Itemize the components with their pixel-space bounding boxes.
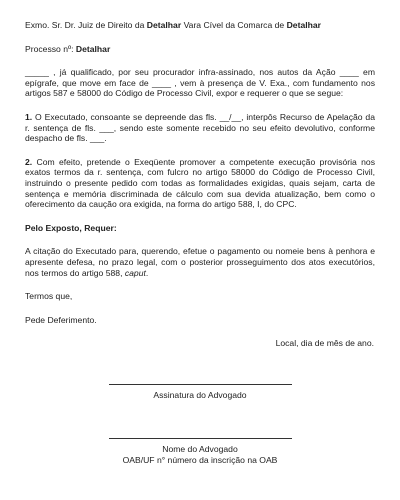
process-value: Detalhar bbox=[75, 43, 111, 54]
process-label: Processo nº: bbox=[25, 43, 76, 54]
paragraph-2-text: Com efeito, pretende o Exeqüente promover a competente execução provisória nos exatos termos da r. sentença, com fulcro no artigo 58000 do Código de Processo Civil, instruindo o presente pedido com todas as formalidades exigidas, quais sejam, carta de sentença e memória discriminada de cálculo com sua devida atualização, bem como o oferecimento da caução ora exigida, na forma do artigo 588, I, do CPC. bbox=[25, 156, 375, 210]
addressee-text-2: Vara Cível da Comarca de bbox=[181, 20, 287, 30]
paragraph-2 bbox=[25, 157, 375, 210]
paragraph-1-text: O Executado, consoante se depreende das fls. __/__, interpôs Recurso de Apelação da r. sentença de fls. ___, sendo este somente recebido no seu efeito devolutivo, conforme despacho de fls. ___. bbox=[25, 111, 375, 144]
addressee-line bbox=[25, 20, 375, 31]
citation-paragraph bbox=[25, 246, 375, 278]
signature-block-2 bbox=[0, 438, 400, 465]
closing-pede: Pede Deferimento. bbox=[25, 314, 97, 325]
local-date: Local, dia de mês de ano. bbox=[275, 338, 374, 349]
signature-line-2 bbox=[109, 438, 292, 439]
citation-end: . bbox=[145, 267, 149, 278]
signature-line-1 bbox=[109, 384, 292, 385]
signature-block-1 bbox=[0, 384, 400, 401]
vara-placeholder: Detalhar bbox=[146, 20, 182, 30]
section-title-text: Pelo Exposto, Requer: bbox=[25, 222, 117, 233]
lawyer-oab: OAB/UF n° número da inscrição na OAB bbox=[122, 454, 278, 465]
lawyer-name: Nome do Advogado bbox=[162, 444, 238, 454]
signature-label: Assinatura do Advogado bbox=[153, 390, 247, 400]
comarca-placeholder: Detalhar bbox=[286, 20, 321, 30]
closing-termos: Termos que, bbox=[25, 291, 73, 302]
section-title bbox=[25, 223, 375, 234]
citation-italic: caput bbox=[124, 267, 146, 278]
paragraph-2-number: 2. bbox=[25, 156, 33, 167]
citation-text: A citação do Executado para, querendo, efetue o pagamento ou nomeie bens à penhora e apresente defesa, no prazo legal, com o posterior prosseguimento dos atos executórios, nos termos do artigo 588, bbox=[25, 246, 375, 278]
intro-paragraph: _____ , já qualificado, por seu procurador infra-assinado, nos autos da Ação ____ em epígrafe, que move em face de ____ , vem à presença de V. Exa., com fundamento nos artigos 587 e 58000 do Código de Processo Civil, expor e requerer o que se segue: bbox=[25, 67, 375, 99]
paragraph-1-number: 1. bbox=[25, 111, 33, 122]
addressee-text-1: Exmo. Sr. Dr. Juiz de Direito da bbox=[25, 20, 147, 30]
process-number-line bbox=[25, 44, 375, 55]
paragraph-1 bbox=[25, 112, 375, 144]
